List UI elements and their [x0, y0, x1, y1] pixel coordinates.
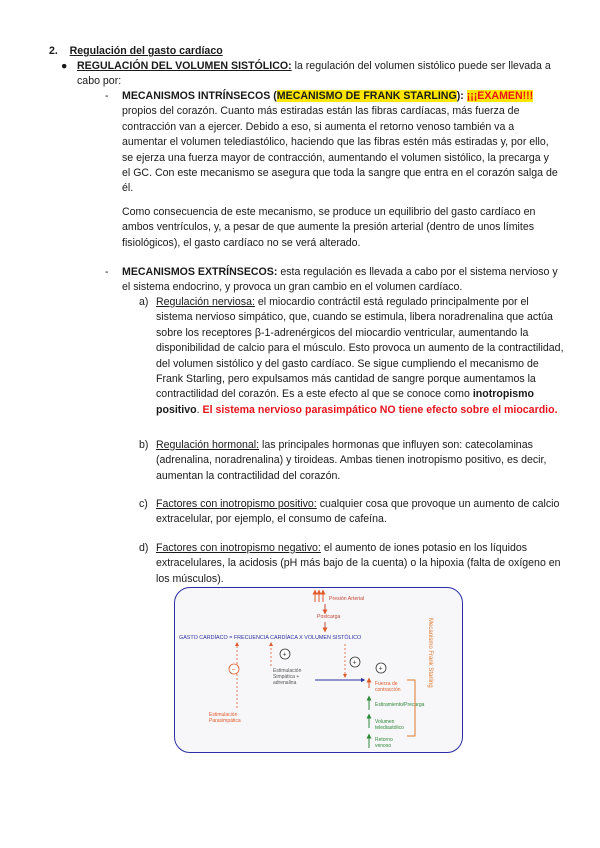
- item-bold: inotropismo positivo: [156, 388, 535, 416]
- fuerza-label: Fuerza de contracción: [375, 681, 401, 693]
- starling-bracket: [407, 680, 415, 736]
- item-text: las principales hormonas que influyen son: catecolaminas (adrenalina, noradrenalina) y tiroideas. Ambas tienen inotropismo positivo, es decir, aumentan la contractilidad del corazón.: [156, 439, 547, 482]
- plus-sign-2: +: [352, 659, 357, 667]
- intrinsic-paragraph-2: Como consecuencia de este mecanismo, se produce un equilibrio del gasto cardíaco en ambos ventrículos, y, a pesar de que aumente la presión arterial (dentro de unos límites fisiológicos), el gasto cardíaco no se verá alterado.: [122, 206, 536, 249]
- list-item-inotropismo-negativo: [139, 541, 564, 587]
- minus-sign: −: [231, 666, 236, 674]
- dash-marker: -: [105, 266, 109, 278]
- bullet-volumen-sistolico: [61, 59, 557, 90]
- intrinsic-paragraph: [105, 89, 560, 197]
- item-letter: c): [139, 498, 148, 510]
- item-text: cualquier cosa que provoque un aumento de calcio extracelular, por ejemplo, el consumo de cafeína.: [156, 498, 560, 526]
- volumen-label: Volumen telediastólico: [375, 719, 404, 731]
- item-title: Regulación nerviosa:: [156, 296, 255, 308]
- item-red-note: El sistema nervioso parasimpático NO tiene efecto sobre el miocardio.: [202, 403, 558, 416]
- frank-starling-highlight: MECANISMO DE FRANK STARLING: [276, 90, 457, 102]
- section-title: Regulación del gasto cardíaco: [69, 45, 223, 57]
- diagram-svg: [175, 588, 462, 752]
- section-number: 2.: [49, 45, 58, 57]
- item-after-bold: .: [196, 403, 203, 416]
- dash-marker: -: [105, 90, 109, 102]
- postcarga-label: Postcarga: [317, 614, 341, 620]
- item-letter: d): [139, 542, 149, 554]
- intrinsic-text: propios del corazón. Cuanto más estiradas están las fibras cardíacas, más fuerza de contracción van a ejercer. Debido a eso, si aumenta el retorno venoso también va a aumentar el volumen telediastólico, haciendo que las fibras estén más estiradas y, por ello, se ejerza una fuerza mayor de contracción, aumentando el volumen sistólico, la precarga y el GC. Con este mecanismo se asegura que toda la sangre que entra en el corazón salga de él.: [122, 105, 558, 195]
- section-heading: [49, 44, 223, 59]
- item-text: el aumento de iones potasio en los líquidos extracelulares, la acidosis (pH más bajo de la cuenta) o la hipoxia (falta de oxígeno en los músculos).: [156, 542, 561, 585]
- bullet-heading: REGULACIÓN DEL VOLUMEN SISTÓLICO:: [77, 60, 292, 72]
- bullet-dot: ●: [61, 60, 68, 72]
- cardiac-output-diagram: [174, 587, 463, 753]
- equation-label: GASTO CARDÍACO = FRECUENCIA CARDÍACA X VOLUMEN SISTÓLICO: [179, 635, 362, 641]
- retorno-label: Retorno venoso: [375, 737, 393, 749]
- presion-label: Presión Arterial: [329, 596, 365, 602]
- estiramiento-label: Estiramiento/Precarga: [375, 702, 425, 708]
- intrinsic-close: ):: [456, 90, 467, 102]
- extrinsic-heading: MECANISMOS EXTRÍNSECOS:: [122, 266, 278, 278]
- parasimpatica-label: Estimulación Parasimpática: [209, 712, 241, 724]
- presion-arrows: [315, 592, 323, 602]
- extrinsic-paragraph: [105, 265, 560, 296]
- item-letter: b): [139, 439, 149, 451]
- list-item-regulacion-hormonal: [139, 438, 564, 484]
- bullet-text: la regulación del volumen sistólico puede ser llevada a cabo por:: [77, 60, 551, 88]
- extrinsic-text: esta regulación es llevada a cabo por el sistema nervioso y el sistema endocrino, y provoca un gran cambio en el volumen cardíaco.: [122, 266, 558, 294]
- exam-flag: ¡¡¡EXAMEN!!!: [466, 90, 534, 102]
- item-title: Regulación hormonal:: [156, 439, 260, 451]
- starling-vertical-label: Mecanismo Frank Starling: [427, 618, 433, 688]
- item-title: Factores con inotropismo negativo:: [156, 542, 321, 554]
- item-letter: a): [139, 296, 149, 308]
- list-item-inotropismo-positivo: [139, 497, 564, 528]
- intrinsic-heading: MECANISMOS INTRÍNSECOS (: [122, 90, 277, 102]
- item-text: el miocardio contráctil está regulado principalmente por el sistema nervioso simpático, que, cuando se estimula, libera noradrenalina que actúa sobre los receptores β-1-adrenérgicos del miocardio ventricular, aumentando la disponibilidad de calcio para el músculo. Esto provoca un aumento de la contractilidad, del volumen sistólico y del gasto cardíaco. Se sigue cumpliendo el mecanismo de Frank Starling, pero expulsamos más cantidad de sangre porque aumentamos la contractilidad del corazón. Es a este efecto al que se conoce como: [156, 296, 564, 401]
- plus-sign-3: +: [378, 665, 383, 673]
- list-item-regulacion-nerviosa: [139, 295, 564, 418]
- simpatica-label: Estimulación Simpática + adrenalina: [273, 668, 302, 686]
- item-title: Factores con inotropismo positivo:: [156, 498, 317, 510]
- plus-sign-1: +: [282, 651, 287, 659]
